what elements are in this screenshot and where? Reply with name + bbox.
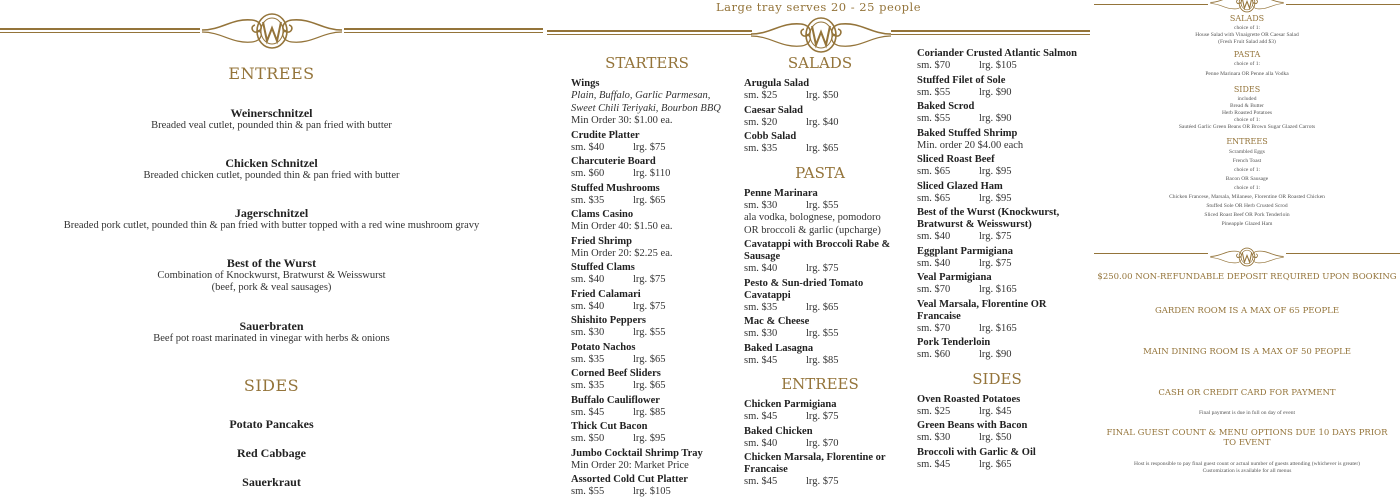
customization-note: Customization is available for all menus — [1202, 468, 1292, 474]
menu-item — [744, 131, 896, 156]
divider-rule-left — [1094, 253, 1208, 254]
small-price: sm. $40 — [571, 274, 605, 285]
menu-item — [571, 78, 723, 128]
small-price: sm. $70 — [917, 322, 951, 334]
large-price: lrg. $75 — [633, 141, 666, 153]
menu-item-name: Green Beans with Bacon — [917, 420, 1028, 431]
entree-desc: (beef, pork & veal sausages) — [211, 282, 332, 293]
small-price: sm. $40 — [917, 231, 951, 242]
small-price: sm. $35 — [571, 353, 605, 365]
header-rule-right-thin — [891, 34, 1090, 35]
menu-item-name: Assorted Cold Cut Platter — [571, 474, 688, 485]
menu-item — [571, 421, 723, 446]
menu-item-prices — [571, 327, 723, 340]
small-price: sm. $70 — [917, 284, 951, 295]
menu-item-prices — [917, 258, 1077, 271]
menu-item-prices — [744, 355, 896, 368]
menu-item-prices — [744, 476, 896, 489]
menu-item-name: Eggplant Parmigiana — [917, 245, 1013, 257]
menu-item-prices — [917, 87, 1077, 100]
menu-item-prices — [571, 301, 723, 314]
pasta-list — [744, 188, 896, 368]
large-price: lrg. $105 — [979, 60, 1017, 71]
menu-item — [744, 452, 896, 489]
menu-item-prices — [744, 117, 896, 130]
menu-item-name: Stuffed Clams — [571, 262, 635, 273]
menu-item-name: Fried Calamari — [571, 288, 641, 300]
menu-item-name: Thick Cut Bacon — [571, 421, 648, 432]
payment-notice: CASH OR CREDIT CARD FOR PAYMENT — [1158, 388, 1336, 398]
menu-item-prices — [917, 323, 1077, 336]
small-price: sm. $60 — [917, 349, 951, 360]
right-column — [917, 48, 1077, 473]
large-price: lrg. $90 — [979, 86, 1012, 98]
menu-item-desc: Plain, Buffalo, Garlic Parmesan, Sweet Chili Teriyaki, Bourbon BBQ — [571, 90, 721, 114]
final-count-notice: FINAL GUEST COUNT & MENU OPTIONS DUE 10 DAYS PRIOR TO EVENT — [1106, 428, 1388, 448]
menu-item — [744, 343, 896, 368]
large-price: lrg. $65 — [633, 194, 666, 206]
menu-item — [917, 272, 1077, 297]
menu-item-prices — [744, 328, 896, 341]
menu-item — [744, 105, 896, 130]
menu-item-name: Oven Roasted Potatoes — [917, 393, 1021, 405]
small-price: sm. $55 — [917, 113, 951, 124]
small-price: sm. $35 — [571, 194, 605, 206]
menu-item — [571, 262, 723, 287]
menu-item-prices — [917, 284, 1077, 297]
menu-item — [571, 209, 723, 234]
large-price: lrg. $45 — [979, 405, 1012, 417]
salads-heading: SALADS — [787, 54, 853, 72]
salads-addon: (Fresh Fruit Salad add $3) — [1218, 39, 1276, 45]
catering-menu-panel — [547, 0, 1090, 500]
menu-item-name: Stuffed Filet of Sole — [917, 74, 1006, 86]
starters-list — [571, 78, 723, 499]
entree-desc: Breaded pork cutlet, pounded thin & pan fried with butter topped with a red wine mushroom gravy — [63, 220, 480, 231]
entrees-line: Pineapple Glazed Ham — [1221, 221, 1273, 227]
small-price: sm. $40 — [571, 141, 605, 153]
menu-item-prices — [571, 433, 723, 446]
small-price: sm. $30 — [744, 199, 778, 211]
menu-item-name: Caesar Salad — [744, 104, 804, 116]
entree-name: Sauerbraten — [239, 319, 304, 333]
menu-item-prices — [917, 459, 1077, 472]
menu-item-name: Corned Beef Sliders — [571, 368, 661, 379]
large-price: lrg. $75 — [633, 300, 666, 312]
menu-item-name: Baked Scrod — [917, 101, 975, 112]
menu-item-prices — [917, 193, 1077, 206]
large-price: lrg. $165 — [979, 322, 1017, 334]
menu-item-name: Coriander Crusted Atlantic Salmon — [917, 48, 1077, 59]
menu-item — [571, 236, 723, 261]
menu-item — [571, 395, 723, 420]
final-payment-note: Final payment is due in full on day of event — [1198, 410, 1296, 416]
german-menu-panel — [0, 0, 543, 500]
large-price: lrg. $65 — [806, 301, 839, 313]
entrees-list — [744, 399, 896, 489]
small-price: sm. $35 — [744, 301, 778, 313]
menu-item-name: Pork Tenderloin — [917, 337, 991, 348]
sides-line: Sautéed Garlic Green Beans OR Brown Sugar Glazed Carrots — [1178, 124, 1316, 130]
garden-room-notice: GARDEN ROOM IS A MAX OF 65 PEOPLE — [1154, 306, 1340, 316]
small-price: sm. $65 — [917, 192, 951, 204]
menu-item — [917, 246, 1077, 271]
choice-label: choice of 1: — [1234, 117, 1260, 123]
menu-item-name: Sliced Roast Beef — [917, 154, 995, 165]
header-rule-right-thin — [344, 32, 543, 33]
large-price: lrg. $75 — [806, 263, 839, 274]
menu-item-name: Stuffed Mushrooms — [571, 182, 660, 194]
menu-item-name: Jumbo Cocktail Shrimp Tray — [571, 447, 703, 459]
starters-column — [571, 54, 723, 500]
tray-note: Large tray serves 20 - 25 people — [715, 0, 922, 14]
menu-item-name: Cobb Salad — [744, 131, 797, 142]
menu-item-name: Veal Marsala, Florentine OR Francaise — [917, 298, 1047, 322]
large-price: lrg. $75 — [806, 411, 839, 422]
menu-item-name: Chicken Parmigiana — [744, 399, 837, 410]
large-price: lrg. $75 — [633, 274, 666, 285]
large-price: lrg. $75 — [979, 231, 1012, 242]
included-label: included — [1237, 96, 1257, 102]
menu-item-name: Chicken Marsala, Florentine or Francaise — [744, 452, 886, 475]
menu-item-name: Best of the Wurst (Knockwurst, Bratwurst & Weisswurst) — [917, 207, 1060, 230]
small-price: sm. $30 — [744, 328, 778, 339]
small-price: sm. $20 — [744, 116, 778, 128]
header-rule-left — [547, 30, 752, 32]
large-price: lrg. $75 — [806, 476, 839, 487]
entrees-line: Chicken Francese, Marsala, Milanese, Florentine OR Roasted Chicken — [1169, 194, 1325, 200]
entrees-line: Scrambled Eggs — [1229, 149, 1265, 155]
small-price: sm. $65 — [917, 166, 951, 177]
pasta-heading: PASTA — [795, 163, 845, 182]
large-price: lrg. $95 — [979, 166, 1012, 177]
large-price: lrg. $105 — [633, 486, 671, 497]
header-rule-left-thin — [0, 32, 200, 33]
menu-item-prices — [744, 90, 896, 103]
entree-desc: Breaded chicken cutlet, pounded thin & pan fried with butter — [143, 170, 400, 181]
middle-column — [744, 54, 896, 491]
entree-name: Weinerschnitzel — [230, 106, 313, 120]
large-price: lrg. $50 — [979, 432, 1012, 443]
entrees-line: Stuffed Sole OR Herb Crusted Scrod — [1206, 203, 1288, 209]
small-price: sm. $35 — [744, 143, 778, 154]
entree-item — [0, 320, 543, 345]
menu-item — [917, 154, 1077, 179]
entree-item — [0, 107, 543, 132]
large-price: lrg. $55 — [633, 327, 666, 338]
menu-item — [744, 278, 896, 315]
entree-desc: Beef pot roast marinated in vinegar with herbs & onions — [153, 333, 390, 344]
menu-item-name: Crudite Platter — [571, 129, 640, 141]
large-price: lrg. $75 — [979, 257, 1012, 269]
menu-item-name: Charcuterie Board — [571, 156, 656, 167]
divider-rule-right — [1286, 253, 1400, 254]
sides-heading: SIDES — [243, 376, 300, 395]
small-price: sm. $30 — [571, 327, 605, 338]
menu-item — [571, 315, 723, 340]
menu-item-prices — [917, 432, 1077, 445]
sides-heading: SIDES — [1233, 85, 1261, 94]
menu-item — [917, 181, 1077, 206]
menu-item-prices — [571, 195, 723, 208]
header-rule-left — [0, 28, 200, 30]
menu-item-prices — [917, 406, 1077, 419]
menu-item-name: Shishito Peppers — [571, 315, 646, 326]
menu-item-price-note: Min Order 20: $2.25 ea. — [571, 247, 673, 259]
sides-list — [917, 394, 1077, 472]
entree-name: Best of the Wurst — [226, 256, 317, 270]
menu-item — [744, 78, 896, 103]
menu-item — [744, 399, 896, 424]
pasta-heading: PASTA — [1233, 50, 1261, 59]
small-price: sm. $45 — [744, 476, 778, 487]
large-price: lrg. $65 — [633, 353, 666, 365]
monogram-emblem-icon — [1209, 0, 1285, 14]
menu-item-name: Cavatappi with Broccoli Rabe & Sausage — [744, 239, 891, 262]
small-price: sm. $60 — [571, 168, 605, 179]
entree-desc: Breaded veal cutlet, pounded thin & pan fried with butter — [151, 120, 392, 131]
large-price: lrg. $90 — [979, 113, 1012, 124]
deposit-notice: $250.00 NON-REFUNDABLE DEPOSIT REQUIRED UPON BOOKING — [1097, 272, 1397, 282]
menu-item-prices — [744, 143, 896, 156]
menu-item-prices — [571, 486, 723, 499]
menu-item-name: Clams Casino — [571, 209, 634, 220]
small-price: sm. $40 — [917, 257, 951, 269]
menu-item-price-note: Min Order 40: $1.50 ea. — [571, 221, 673, 232]
menu-item-name: Fried Shrimp — [571, 235, 632, 247]
small-price: sm. $45 — [571, 406, 605, 418]
entree-desc: Combination of Knockwurst, Bratwurst & Weisswurst — [157, 270, 386, 281]
menu-item — [571, 289, 723, 314]
large-price: lrg. $85 — [806, 354, 839, 366]
large-price: lrg. $65 — [979, 458, 1012, 470]
large-price: lrg. $95 — [633, 433, 666, 444]
small-price: sm. $25 — [744, 90, 778, 101]
menu-item-prices — [917, 231, 1077, 244]
salads-heading: SALADS — [1229, 14, 1265, 23]
large-price: lrg. $50 — [806, 90, 839, 101]
menu-item-prices — [571, 407, 723, 420]
entree-name: Jagerschnitzel — [234, 206, 309, 220]
large-price: lrg. $70 — [806, 437, 839, 449]
side-item: Potato Pancakes — [229, 417, 314, 431]
menu-item-min-order: Min Order 30: $1.00 ea. — [571, 115, 673, 126]
menu-item — [917, 48, 1077, 73]
choice-label: choice of 1: — [1234, 25, 1260, 31]
small-price: sm. $45 — [917, 458, 951, 470]
monogram-emblem-icon — [751, 14, 891, 56]
menu-item-name: Baked Chicken — [744, 425, 813, 437]
menu-item — [744, 239, 896, 276]
menu-item — [744, 426, 896, 451]
menu-item-prices — [571, 354, 723, 367]
menu-item-name: Potato Nachos — [571, 341, 636, 353]
menu-item — [917, 299, 1077, 336]
small-price: sm. $55 — [571, 486, 605, 497]
menu-item-prices — [571, 168, 723, 181]
large-price: lrg. $85 — [633, 406, 666, 418]
entree-item — [0, 207, 543, 232]
sides-line: Herb Roasted Potatoes — [1221, 110, 1273, 116]
side-item: Red Cabbage — [236, 446, 306, 460]
choice-label: choice of 1: — [1234, 167, 1260, 173]
entree-item — [0, 257, 543, 294]
entrees-heading: ENTREES — [228, 64, 315, 83]
menu-item — [917, 394, 1077, 419]
entrees-continued-list — [917, 48, 1077, 362]
menu-item-name: Pesto & Sun-dried Tomato Cavatappi — [744, 277, 864, 301]
menu-item-prices — [917, 60, 1077, 73]
entrees-line: French Toast — [1232, 158, 1262, 164]
monogram-emblem-icon — [1209, 246, 1285, 268]
entrees-heading: ENTREES — [781, 375, 859, 393]
menu-item-prices — [917, 349, 1077, 362]
menu-item — [917, 101, 1077, 126]
large-price: lrg. $55 — [806, 199, 839, 211]
header-rule-right — [344, 28, 543, 30]
small-price: sm. $45 — [744, 411, 778, 422]
large-price: lrg. $110 — [633, 168, 671, 179]
menu-item — [917, 207, 1077, 244]
menu-item — [571, 183, 723, 208]
monogram-emblem-icon — [202, 10, 342, 52]
choice-label: choice of 1: — [1234, 185, 1260, 191]
menu-item-name: Veal Parmigiana — [917, 272, 992, 283]
small-price: sm. $40 — [744, 437, 778, 449]
menu-item-prices — [744, 263, 896, 276]
menu-item — [571, 130, 723, 155]
header-rule-right — [891, 30, 1090, 32]
menu-item-name: Baked Stuffed Shrimp — [917, 127, 1018, 139]
menu-item-prices — [744, 438, 896, 451]
small-price: sm. $55 — [917, 86, 951, 98]
menu-item-name: Buffalo Cauliflower — [571, 394, 660, 406]
menu-item — [571, 156, 723, 181]
entrees-line: Sliced Roast Beef OR Pork Tenderloin — [1204, 212, 1290, 218]
menu-item-prices — [744, 200, 896, 213]
large-price: lrg. $90 — [979, 349, 1012, 360]
menu-item-prices — [744, 411, 896, 424]
menu-item — [571, 342, 723, 367]
header-rule-right — [1286, 4, 1400, 5]
menu-item — [571, 474, 723, 499]
header-rule-left-thin — [547, 34, 752, 35]
menu-item — [917, 420, 1077, 445]
entree-item — [0, 157, 543, 182]
header-rule-left — [1094, 4, 1208, 5]
large-price: lrg. $95 — [979, 192, 1012, 204]
small-price: sm. $40 — [571, 300, 605, 312]
salads-options: House Salad with Vinaigrette OR Caesar Salad — [1195, 32, 1299, 38]
menu-item-prices — [571, 142, 723, 155]
menu-item-name: Penne Marinara — [744, 187, 818, 199]
side-item: Sauerkraut — [242, 475, 301, 489]
menu-item — [571, 448, 723, 473]
menu-item-prices — [571, 274, 723, 287]
large-price: lrg. $65 — [633, 380, 666, 391]
menu-item-name: Mac & Cheese — [744, 316, 810, 327]
menu-item-name: Arugula Salad — [744, 78, 810, 89]
menu-item — [917, 75, 1077, 100]
small-price: sm. $45 — [744, 354, 778, 366]
main-room-notice: MAIN DINING ROOM IS A MAX OF 50 PEOPLE — [1143, 347, 1351, 357]
entrees-heading: ENTREES — [1226, 137, 1268, 146]
menu-item — [744, 316, 896, 341]
menu-item-name: Baked Lasagna — [744, 342, 814, 354]
sides-heading: SIDES — [972, 369, 1022, 388]
menu-item-note: ala vodka, bolognese, pomodoro OR broccoli & garlic (upcharge) — [744, 212, 881, 236]
pasta-options: Penne Marinara OR Penne alla Vodka — [1205, 71, 1289, 77]
entrees-line: Bacon OR Sausage — [1225, 176, 1269, 182]
small-price: sm. $35 — [571, 380, 605, 391]
large-price: lrg. $165 — [979, 284, 1017, 295]
large-price: lrg. $40 — [806, 116, 839, 128]
menu-item — [571, 368, 723, 393]
menu-item-name: Sliced Glazed Ham — [917, 180, 1003, 192]
salads-list — [744, 78, 896, 156]
menu-item — [917, 128, 1077, 153]
small-price: sm. $70 — [917, 60, 951, 71]
menu-item-name: Wings — [571, 78, 600, 89]
sides-line: Bread & Butter — [1230, 103, 1264, 109]
host-responsibility-note: Host is responsible to pay final guest count or actual number of guests attending (whichever is greater) — [1133, 461, 1361, 467]
small-price: sm. $25 — [917, 405, 951, 417]
menu-item-price-note: Min. order 20 $4.00 each — [917, 139, 1024, 151]
large-price: lrg. $65 — [806, 143, 839, 154]
menu-item-name: Broccoli with Garlic & Oil — [917, 446, 1036, 458]
brunch-info-panel — [1094, 0, 1400, 500]
small-price: sm. $40 — [744, 263, 778, 274]
menu-item-prices — [917, 113, 1077, 126]
menu-item — [917, 447, 1077, 472]
small-price: sm. $30 — [917, 432, 951, 443]
entree-name: Chicken Schnitzel — [225, 156, 318, 170]
menu-item — [917, 337, 1077, 362]
starters-heading: STARTERS — [605, 54, 689, 72]
menu-item — [744, 188, 896, 238]
menu-item-price-note: Min Order 20: Market Price — [571, 459, 689, 471]
menu-item-prices — [744, 302, 896, 315]
brunch-menu — [1094, 14, 1400, 228]
choice-label: choice of 1: — [1234, 61, 1260, 67]
menu-item-prices — [571, 380, 723, 393]
menu-item-prices — [917, 166, 1077, 179]
small-price: sm. $50 — [571, 433, 605, 444]
large-price: lrg. $55 — [806, 328, 839, 339]
